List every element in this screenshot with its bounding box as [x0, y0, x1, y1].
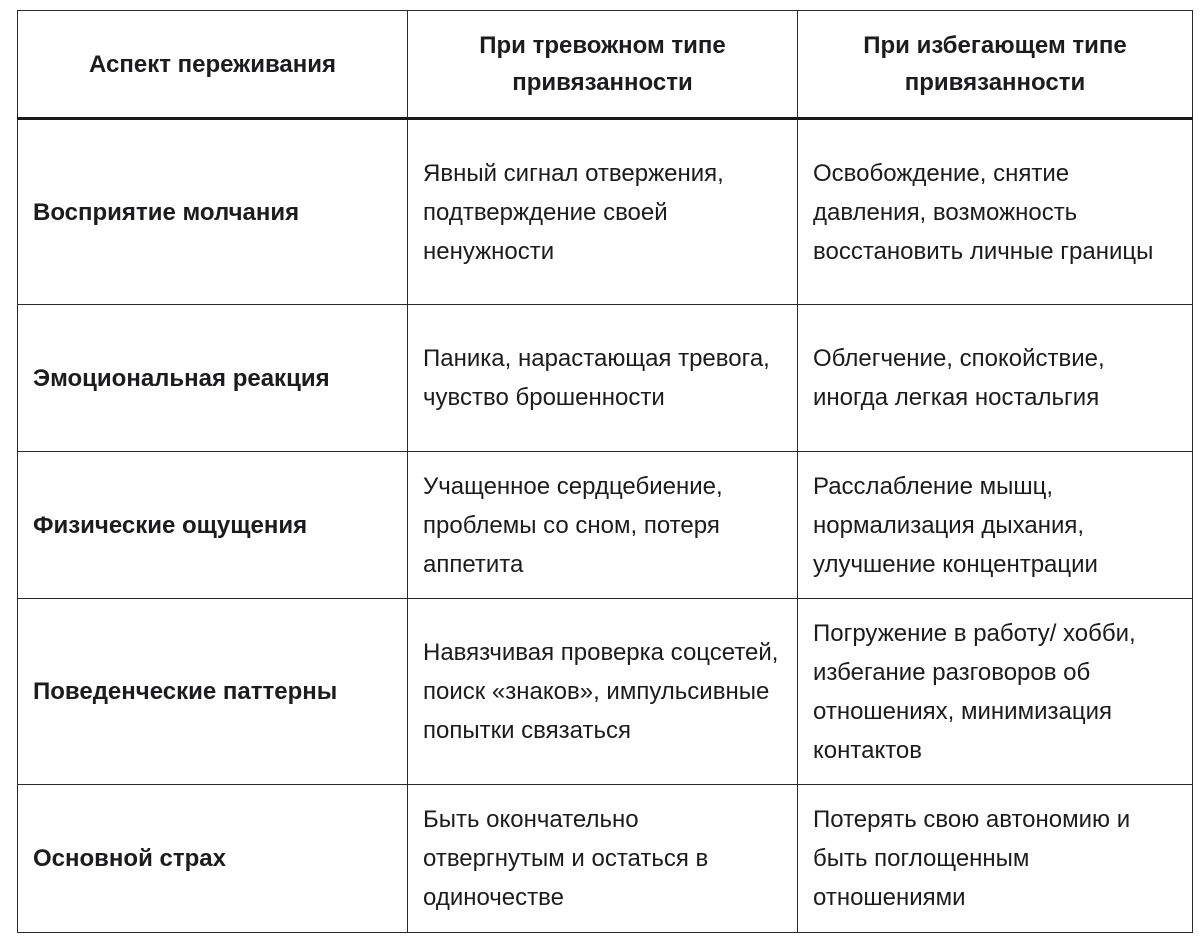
table-row [18, 599, 1193, 785]
aspect-cell: Восприятие молчания [18, 119, 408, 305]
table-header [18, 11, 1193, 119]
anxious-cell: Явный сигнал отвержения, подтверждение своей ненужности [408, 119, 798, 305]
avoidant-cell: Освобождение, снятие давления, возможность восстановить личные границы [798, 119, 1193, 305]
anxious-cell: Паника, нарастающая тревога, чувство брошенности [408, 305, 798, 452]
aspect-cell: Поведенческие паттерны [18, 599, 408, 785]
avoidant-cell: Облегчение, спокойствие, иногда легкая ностальгия [798, 305, 1193, 452]
anxious-cell: Учащенное сердцебиение, проблемы со сном, потеря аппетита [408, 452, 798, 599]
table-row [18, 452, 1193, 599]
anxious-cell: Быть окончательно отвергнутым и остаться в одиночестве [408, 785, 798, 933]
aspect-cell: Физические ощущения [18, 452, 408, 599]
header-aspect: Аспект переживания [18, 11, 408, 119]
table-row [18, 785, 1193, 933]
table-row [18, 119, 1193, 305]
anxious-cell: Навязчивая проверка соцсетей, поиск «знаков», импульсивные попытки связаться [408, 599, 798, 785]
table-body [18, 119, 1193, 933]
avoidant-cell: Расслабление мышц, нормализация дыхания, улучшение концентрации [798, 452, 1193, 599]
aspect-cell: Эмоциональная реакция [18, 305, 408, 452]
avoidant-cell: Потерять свою автономию и быть поглощенным отношениями [798, 785, 1193, 933]
table-row [18, 305, 1193, 452]
comparison-table [17, 10, 1193, 933]
header-row [18, 11, 1193, 119]
header-anxious: При тревожном типе привязанности [408, 11, 798, 119]
aspect-cell: Основной страх [18, 785, 408, 933]
header-avoidant: При избегающем типе привязанности [798, 11, 1193, 119]
avoidant-cell: Погружение в работу/ хобби, избегание разговоров об отношениях, минимизация контактов [798, 599, 1193, 785]
